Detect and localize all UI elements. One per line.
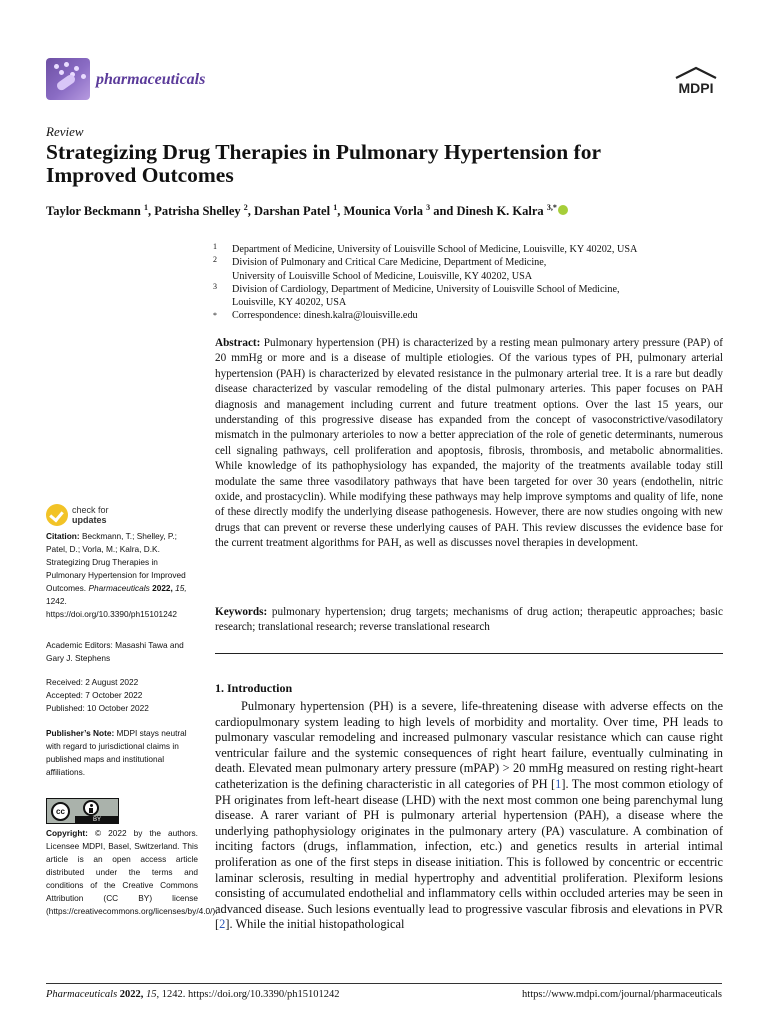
reference-link[interactable]: 2 bbox=[219, 917, 226, 932]
citation-text: Beckmann, T.; Shelley, P.; Patel, D.; Vorla, M.; Kalra, D.K. Strategizing Drug Therapies in Pulmonary Hypertension for Improved Outcomes. bbox=[46, 531, 186, 593]
affiliation-item bbox=[213, 309, 723, 322]
publisher-note bbox=[46, 727, 198, 779]
abstract bbox=[215, 336, 723, 552]
author-separator: and bbox=[430, 204, 457, 219]
affiliation-number: 1 bbox=[213, 242, 217, 251]
mdpi-logo-icon[interactable] bbox=[670, 66, 722, 98]
affiliation-item bbox=[213, 243, 723, 256]
publisher-note-label: Publisher’s Note: bbox=[46, 728, 115, 738]
journal-logo-icon[interactable] bbox=[46, 58, 90, 100]
affiliation-item bbox=[213, 256, 723, 283]
affiliation-number: 3 bbox=[213, 281, 217, 291]
author-name[interactable]: Dinesh K. Kalra bbox=[456, 204, 544, 219]
accepted-date: Accepted: 7 October 2022 bbox=[46, 690, 143, 700]
intro-text: Pulmonary hypertension (PH) is a severe, life-threatening disease with adverse effects on the cardiopulmonary system leading to high levels of morbidity and mortality. Over time, PH leads to pulmonary vascular remodeling and increased pulmonary vascular resistance which can cause right ventricular failure and the systemic consequences of right heart failure, eventually culminating in death. Elevated mean pulmonary artery pressure (mPAP) > 20 mmHg measured on resting right-heart catheterization is the defining characteristic in all categories of PH [ bbox=[215, 699, 723, 791]
author-affiliation: 3 bbox=[426, 203, 431, 212]
article-type: Review bbox=[46, 124, 84, 139]
author-separator: , bbox=[337, 204, 344, 219]
footer-journal-url[interactable]: https://www.mdpi.com/journal/pharmaceuticals bbox=[522, 989, 722, 1000]
author-affiliation: 3,* bbox=[546, 203, 557, 212]
affiliation-number: 2 bbox=[213, 255, 217, 265]
citation-year: 2022, bbox=[152, 583, 173, 593]
by-label: BY bbox=[75, 816, 119, 824]
reference-link[interactable]: 1 bbox=[555, 776, 562, 791]
copyright-text: © 2022 by the authors. Licensee MDPI, Basel, Switzerland. This article is an open access article distributed under the terms and conditions of the Creative Commons Attribution (CC BY) license (https://creativecommons.org/licenses/by/4.0/). bbox=[46, 828, 218, 916]
published-date: Published: 10 October 2022 bbox=[46, 703, 149, 713]
citation-journal: Pharmaceuticals bbox=[88, 583, 150, 593]
correspondence-email[interactable]: Correspondence: dinesh.kalra@louisville.edu bbox=[232, 310, 418, 322]
citation-doi[interactable]: 1242. https://doi.org/10.3390/ph15101242 bbox=[46, 596, 178, 619]
affiliation-line: Louisville, KY 40202, USA bbox=[232, 297, 347, 309]
journal-name[interactable]: pharmaceuticals bbox=[96, 71, 206, 88]
intro-text: ]. The most common etiology of PH originates from left-heart disease (LHD) with the next most common one being parenchymal lung disease. A rarer variant of PH is pulmonary arterial hypertension (PAH), a disease where the underlying pathophysiology originates in the pulmonary artery (PA) vasculature. A combination of inciting factors (drugs, inflammation, infection, etc.) and genetics results in arterial intimal proliferation as one of the first steps in disease initiation. This is followed by concentric or eccentric laminar sclerosis, resulting in medial hypertrophy and adventitial proliferation. Plexiform lesions consisting of accumulated endothelial and inflammatory cells within occluded arteries may be seen in advanced disease. Such lesions eventually lead to progressive vascular fibrosis and elevations in PVR [ bbox=[215, 776, 723, 932]
footer-volume: 15, bbox=[146, 989, 160, 1000]
check-updates-line: updates bbox=[72, 515, 107, 525]
checkmark-icon bbox=[46, 504, 68, 526]
author-separator: , bbox=[247, 204, 255, 219]
article-title bbox=[46, 141, 726, 187]
intro-text: ]. While the initial histopathological bbox=[225, 917, 405, 932]
cc-icon: cc bbox=[51, 802, 70, 821]
footer-citation bbox=[46, 989, 340, 1000]
copyright-label: Copyright: bbox=[46, 828, 88, 838]
footer-year: 2022, bbox=[119, 989, 144, 1000]
footer-doi[interactable]: 1242. https://doi.org/10.3390/ph15101242 bbox=[161, 989, 340, 1000]
author-name[interactable]: Patrisha Shelley bbox=[154, 204, 241, 219]
author-list bbox=[46, 203, 568, 219]
citation-label: Citation: bbox=[46, 531, 80, 541]
publisher-note-text: MDPI stays neutral with regard to jurisdictional claims in published maps and institutional affiliations. bbox=[46, 728, 187, 777]
intro-paragraph bbox=[215, 699, 723, 933]
mdpi-logo-text: MDPI bbox=[678, 80, 714, 96]
author-affiliation: 1 bbox=[333, 203, 338, 212]
attribution-icon bbox=[83, 800, 99, 816]
abstract-text: Pulmonary hypertension (PH) is characterized by a resting mean pulmonary artery pressure (PAP) of 20 mmHg or more and is a disease of multiple etiologies. Of the various types of PH, pulmonary arterial hypertension (PAH) is characterized by elevated resistance in the pulmonary arterial tree. It is a rare but deadly disease characterized by vascular remodeling of the distal pulmonary arteries. This paper focuses on PAH diagnosis and management including current and future treatment options. Over the last 15 years, our understanding of this progressive disease has expanded from the concept of vasoconstrictive/vasodilatory mismatch in the pulmonary arterioles to now a better appreciation of the role of genetic determinants, numerous cell signaling pathways, cell proliferation and apoptosis, fibrosis, thrombosis, and metabolic abnormalities. While knowledge of its pathophysiology has expanded, the majority of the treatments available today still modulate the same three vasodilatory pathways that have been targeted for over 30 years (endothelin, nitric oxide, and prostacyclin). While modifying these pathways may help improve symptoms and quality of life, none of these directly modify the underlying disease pathogenesis. However, there are now studies ongoing with new drugs that can prevent or reverse these underlying causes of PAH. This review discusses the evidence base for the current treatment algorithms for PAH, as well as discusses novel therapies in development. bbox=[215, 337, 723, 550]
affiliation-item bbox=[213, 283, 723, 310]
affiliation-number: * bbox=[213, 311, 217, 321]
check-updates-line: check for bbox=[72, 505, 109, 515]
author-name[interactable]: Darshan Patel bbox=[254, 204, 331, 219]
author-affiliation: 2 bbox=[243, 203, 248, 212]
keywords-text: pulmonary hypertension; drug targets; mechanisms of drug action; therapeutic approaches; basic research; translational research; reverse translational research bbox=[215, 606, 724, 634]
affiliation-line: Division of Cardiology, Department of Medicine, University of Louisville School of Medicine, bbox=[232, 283, 620, 295]
abstract-label: Abstract: bbox=[215, 337, 261, 349]
keywords-label: Keywords: bbox=[215, 606, 268, 618]
footer-journal: Pharmaceuticals bbox=[46, 989, 118, 1000]
affiliations bbox=[213, 243, 723, 323]
section-divider bbox=[215, 653, 723, 654]
author-name[interactable]: Mounica Vorla bbox=[343, 204, 423, 219]
academic-editors: Academic Editors: Masashi Tawa and Gary J. Stephens bbox=[46, 640, 184, 663]
orcid-icon[interactable] bbox=[558, 205, 568, 215]
citation-block bbox=[46, 530, 198, 621]
affiliation-line: Division of Pulmonary and Critical Care Medicine, Department of Medicine, bbox=[232, 257, 547, 269]
received-date: Received: 2 August 2022 bbox=[46, 677, 139, 687]
author-separator: , bbox=[147, 204, 155, 219]
author-affiliation: 1 bbox=[143, 203, 148, 212]
footer-divider bbox=[46, 983, 722, 984]
journal-header bbox=[46, 58, 722, 104]
publication-dates bbox=[46, 676, 198, 715]
check-for-updates-badge[interactable] bbox=[46, 504, 166, 528]
copyright-block bbox=[46, 827, 218, 918]
section-heading: 1. Introduction bbox=[215, 681, 293, 695]
citation-volume: 15, bbox=[175, 583, 187, 593]
cc-by-license-icon[interactable] bbox=[46, 798, 119, 824]
introduction-body bbox=[215, 699, 723, 933]
keywords bbox=[215, 605, 723, 636]
title-line-1: Strategizing Drug Therapies in Pulmonary Hypertension for bbox=[46, 140, 602, 164]
author-name[interactable]: Taylor Beckmann bbox=[46, 204, 141, 219]
title-line-2: Improved Outcomes bbox=[46, 163, 234, 187]
affiliation-line: University of Louisville School of Medicine, Louisville, KY 40202, USA bbox=[232, 270, 533, 282]
affiliation-line: Department of Medicine, University of Louisville School of Medicine, Louisville, KY 40202, USA bbox=[232, 244, 638, 255]
